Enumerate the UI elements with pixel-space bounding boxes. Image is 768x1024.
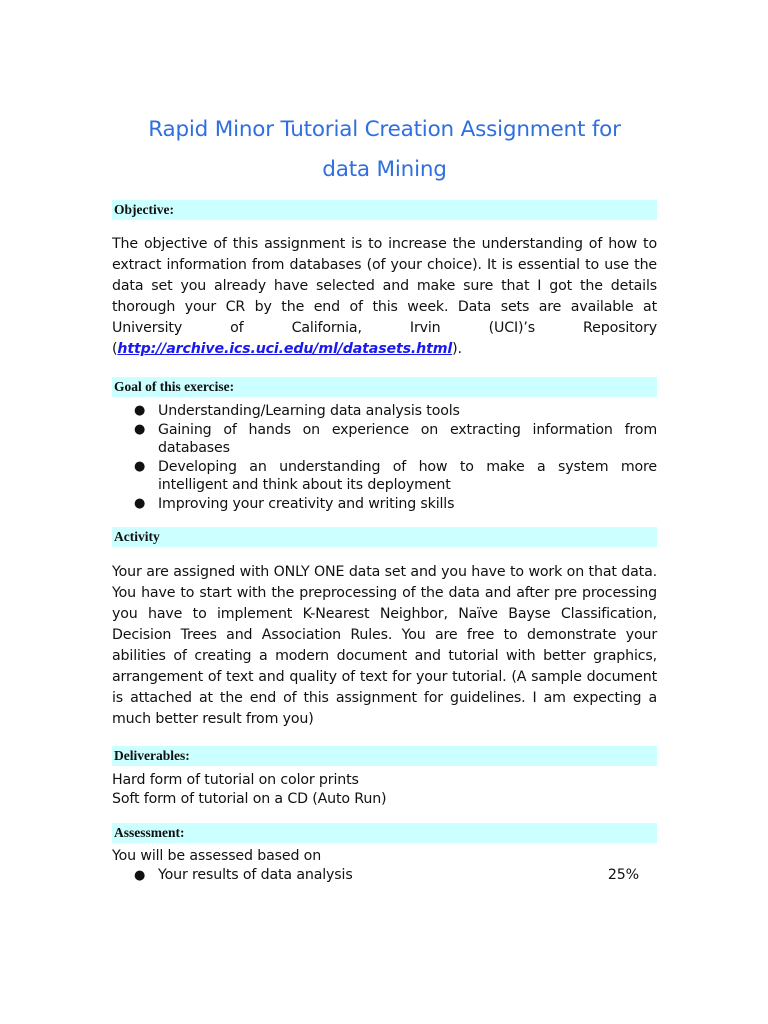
document-title — [92, 110, 677, 190]
list-item: ● Developing an understanding of how to make a system more intelligent and think about its deployment — [134, 458, 657, 493]
list-item: ● Improving your creativity and writing skills — [134, 495, 455, 512]
title-line-2: data Mining — [322, 157, 447, 182]
assessment-item-weight: 25% — [607, 867, 639, 883]
list-item: ● Understanding/Learning data analysis tools — [134, 403, 460, 419]
bullet-icon: ● — [134, 495, 146, 511]
deliverables-heading: Deliverables: — [112, 746, 657, 766]
list-item: ● Gaining of hands on experience on extracting information from databases — [134, 421, 657, 456]
activity-paragraph: Your are assigned with ONLY ONE data set and you have to work on that data. You have to start with the preprocessing of the data and after pre processing you have to implement K-Nearest Neighbor, Naïve Bayse Classification, Decision Trees and Association Rules. You are free to demonstrate your abilities of creating a modern document and tutorial with better graphics, arrangement of text and quality of text for your tutorial. (A sample document is attached at the end of this assignment for guidelines. I am expecting a much better result from you) — [112, 564, 657, 727]
objective-paragraph — [112, 234, 657, 360]
objective-text-end: ). — [452, 341, 462, 357]
bullet-icon: ● — [134, 421, 146, 437]
assessment-heading: Assessment: — [112, 823, 657, 843]
goal-heading: Goal of this exercise: — [112, 377, 657, 397]
bullet-icon: ● — [134, 868, 146, 883]
goal-list — [112, 402, 657, 513]
title-line-1: Rapid Minor Tutorial Creation Assignment for — [148, 117, 621, 142]
deliverable-line-2: Soft form of tutorial on a CD (Auto Run) — [112, 791, 387, 807]
deliverable-line-1: Hard form of tutorial on color prints — [112, 772, 359, 788]
activity-heading: Activity — [112, 527, 657, 547]
objective-heading: Objective: — [112, 200, 657, 220]
objective-text: The objective of this assignment is to increase the understanding of how to extract information from databases (of your choice). It is essential to use the data set you already have selected and make sure that I got the details thorough your CR by the end of this week. Data sets are available at University of California, Irvin (UCI)’s Repository ( — [112, 236, 657, 357]
assessment-item-label: Your results of data analysis — [158, 867, 353, 883]
assessment-intro: You will be assessed based on — [112, 848, 322, 864]
uci-repository-link[interactable]: http://archive.ics.uci.edu/ml/datasets.html — [117, 341, 453, 357]
bullet-icon: ● — [134, 403, 146, 418]
bullet-icon: ● — [134, 458, 146, 474]
